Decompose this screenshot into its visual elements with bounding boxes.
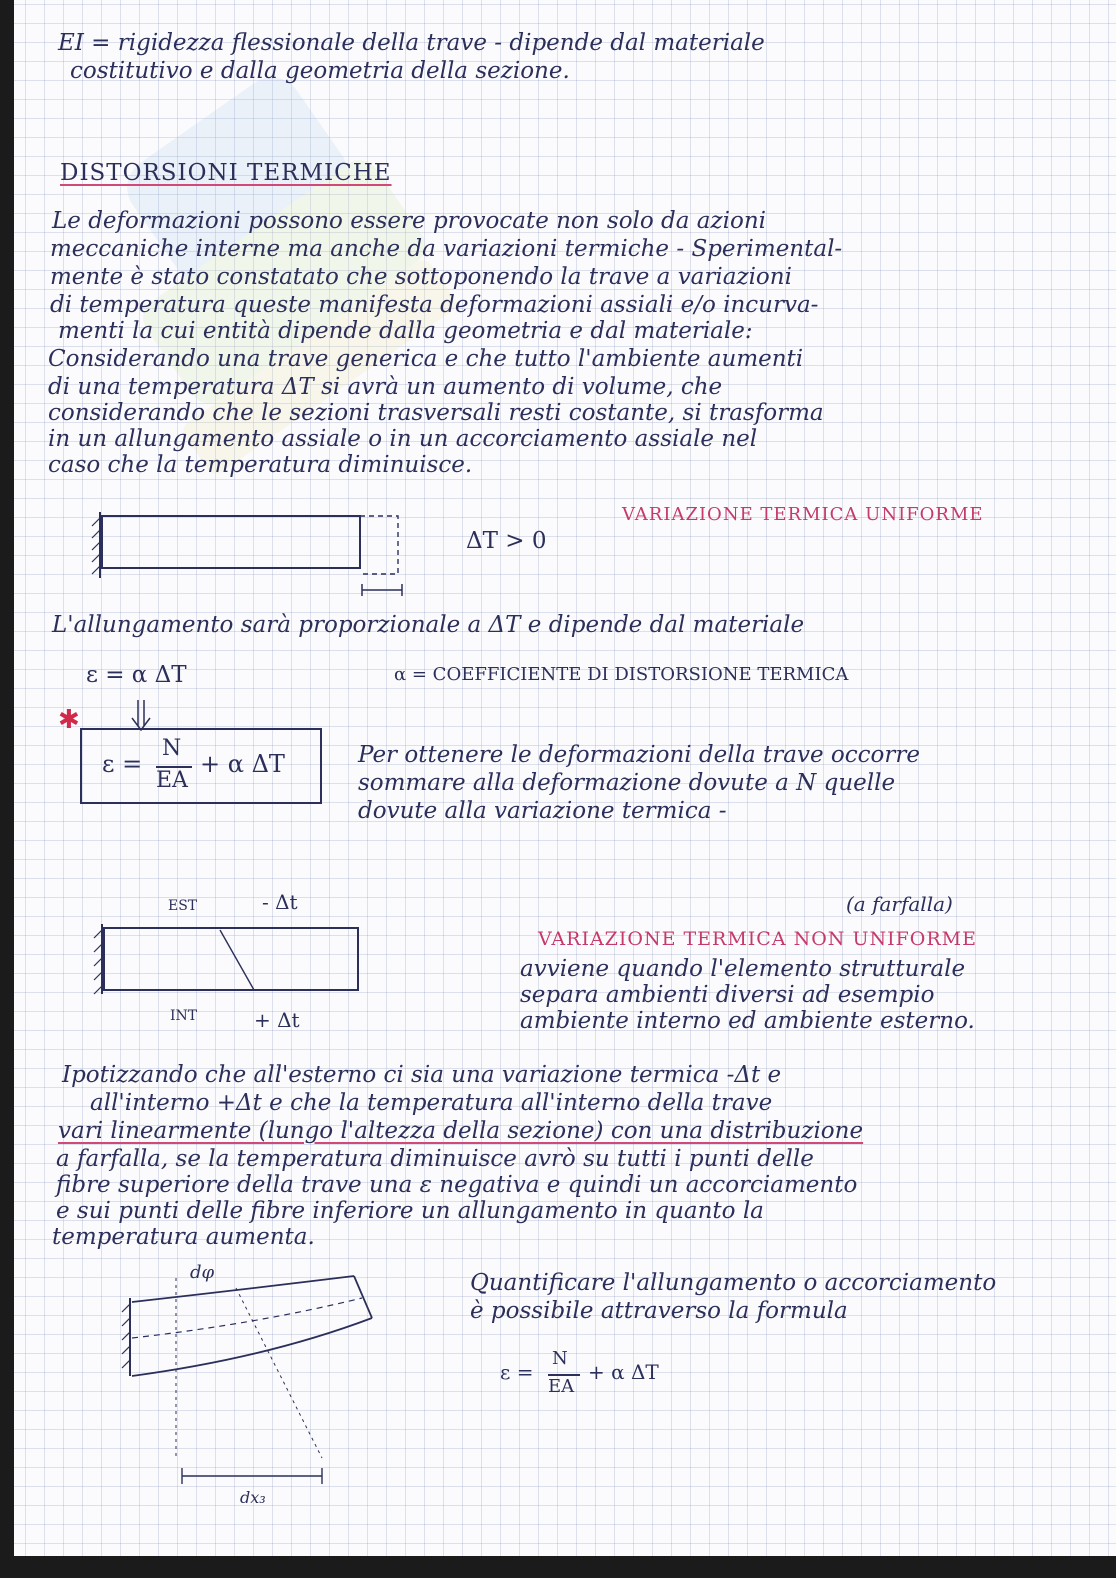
box-eq-num: N	[162, 736, 182, 761]
minus-delta-label: - Δt	[262, 890, 298, 914]
dx3-label: dx₃	[240, 1488, 266, 1507]
para1-line-5: Considerando una trave generica e che tutto l'ambiente aumenti	[48, 346, 804, 372]
box-text-1: sommare alla deformazione dovute a N quelle	[358, 770, 896, 796]
para1-line-1: meccaniche interne ma anche da variazioni termiche - Sperimental-	[50, 236, 843, 262]
final-equation	[500, 1348, 700, 1408]
para2-line-2: vari linearmente (lungo l'altezza della sezione) con una distribuzione	[58, 1118, 864, 1144]
para1-line-2: mente è stato constatato che sottoponendo la trave a variazioni	[50, 264, 792, 290]
uniform-variation-label: VARIAZIONE TERMICA UNIFORME	[622, 504, 984, 525]
para2-line-6: temperatura aumenta.	[52, 1224, 315, 1250]
figure-nonuniform-beam	[88, 920, 368, 1000]
para2-line-5: e sui punti delle fibre inferiore un allungamento in quanto la	[56, 1198, 764, 1224]
fig2-desc-2: ambiente interno ed ambiente esterno.	[520, 1008, 975, 1034]
boxed-equation	[80, 728, 322, 804]
dphi-label: dφ	[190, 1262, 215, 1283]
text-line-2: costitutivo e dalla geometria della sezione.	[70, 58, 570, 84]
para1-line-3: di temperatura queste manifesta deformazioni assiali e/o incurva-	[50, 292, 819, 318]
int-label: INT	[170, 1008, 198, 1024]
para2-line-1: all'interno +Δt e che la temperatura all'interno della trave	[90, 1090, 773, 1116]
box-eq-eps: ε =	[102, 750, 143, 778]
notebook-binding-bottom	[0, 1556, 1116, 1578]
box-text-0: Per ottenere le deformazioni della trave occorre	[358, 742, 920, 768]
final-eq-num: N	[552, 1348, 568, 1369]
nonuniform-variation-label: VARIAZIONE TERMICA NON UNIFORME	[538, 928, 978, 950]
para1-line-7: considerando che le sezioni trasversali resti costante, si trasforma	[48, 400, 824, 426]
para2-line-0: Ipotizzando che all'esterno ci sia una variazione termica -Δt e	[62, 1062, 782, 1088]
final-eq-rest: + α ΔT	[588, 1360, 659, 1384]
final-eq-eps: ε =	[500, 1360, 534, 1384]
allungamento-line: L'allungamento sarà proporzionale a ΔT e dipende dal materiale	[52, 612, 805, 638]
figure-uniform-beam	[80, 500, 420, 610]
notebook-binding-left	[0, 0, 14, 1578]
asterisk-icon: ✱	[58, 705, 80, 735]
box-eq-rest: + α ΔT	[200, 750, 285, 778]
para1-line-9: caso che la temperatura diminuisce.	[48, 452, 473, 478]
para1-line-0: Le deformazioni possono essere provocate non solo da azioni	[52, 208, 767, 234]
para2-line-4: fibre superiore della trave una ε negativa e quindi un accorciamento	[56, 1172, 858, 1198]
figure-curved-beam	[96, 1258, 386, 1498]
quant-text-1: è possibile attraverso la formula	[470, 1298, 848, 1324]
fig2-desc-0: avviene quando l'elemento strutturale	[520, 956, 966, 982]
eq-epsilon-alpha: ε = α ΔT	[86, 662, 187, 688]
box-text-2: dovute alla variazione termica -	[358, 798, 727, 824]
plus-delta-label: + Δt	[254, 1008, 300, 1032]
section-heading: DISTORSIONI TERMICHE	[60, 160, 392, 186]
para1-line-6: di una temperatura ΔT si avrà un aumento di volume, che	[48, 374, 723, 400]
alpha-definition: α = COEFFICIENTE DI DISTORSIONE TERMICA	[394, 664, 849, 685]
para2-line-3: a farfalla, se la temperatura diminuisce avrò su tutti i punti delle	[56, 1146, 814, 1172]
delta-t-label: ΔT > 0	[466, 528, 547, 554]
quant-text-0: Quantificare l'allungamento o accorciamento	[470, 1270, 997, 1296]
fig2-desc-1: separa ambienti diversi ad esempio	[520, 982, 935, 1008]
para1-line-8: in un allungamento assiale o in un accorciamento assiale nel	[48, 426, 758, 452]
para1-line-4: menti la cui entità dipende dalla geometria e dal materiale:	[58, 318, 753, 344]
final-eq-den: EA	[548, 1376, 575, 1397]
box-eq-den: EA	[156, 768, 188, 793]
text-line-1: EI = rigidezza flessionale della trave - dipende dal materiale	[58, 30, 765, 56]
farfalla-note: (a farfalla)	[846, 892, 953, 916]
est-label: EST	[168, 898, 198, 914]
